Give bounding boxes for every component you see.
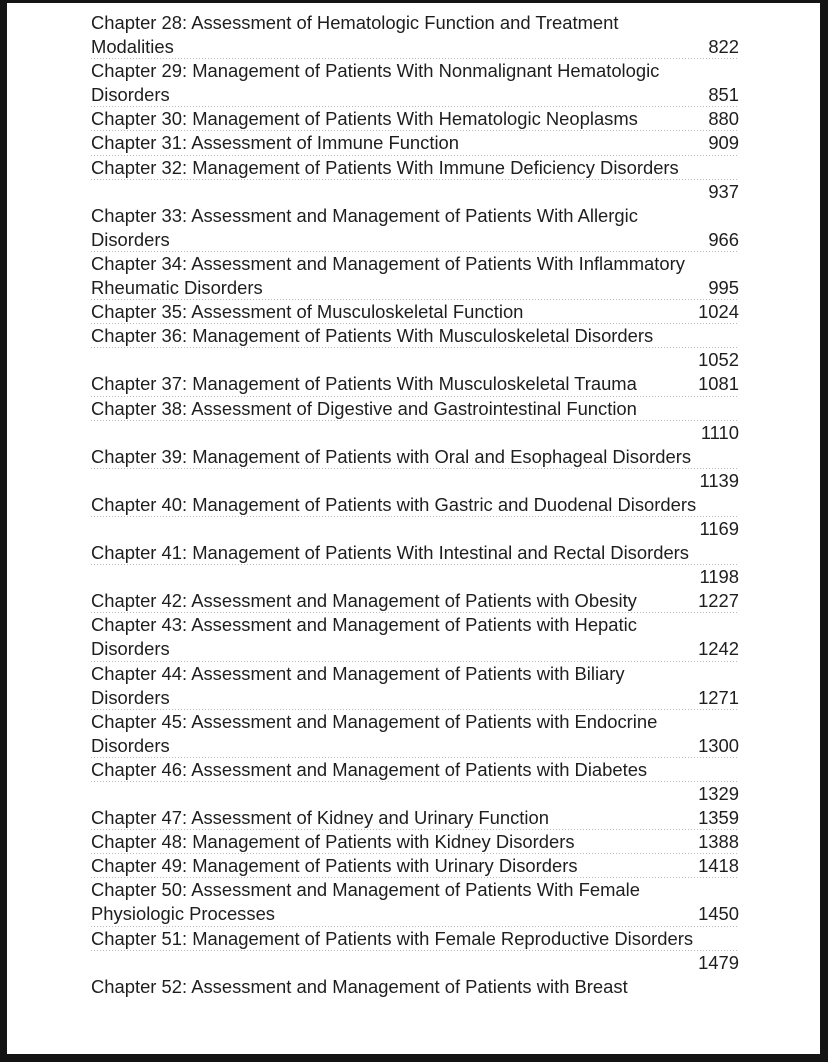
- chapter-title-text: Chapter 33: Assessment and Management of Patients With Allergic: [91, 204, 638, 226]
- page-number: 880: [708, 108, 739, 130]
- chapter-title-text: Chapter 49: Management of Patients with Urinary Disorders: [91, 855, 578, 877]
- chapter-title-text: Chapter 52: Assessment and Management of Patients with Breast: [91, 975, 628, 997]
- page-number: 1388: [698, 831, 739, 853]
- chapter-title-text: Chapter 37: Management of Patients With Musculoskeletal Trauma: [91, 373, 637, 395]
- toc-entry-line: [91, 156, 739, 180]
- chapter-title-text: Chapter 50: Assessment and Management of Patients With Female: [91, 879, 640, 901]
- toc-entry-line: [91, 589, 739, 613]
- toc-entry-line: [91, 927, 739, 951]
- page-number: 1450: [698, 903, 739, 925]
- chapter-title-text: Chapter 28: Assessment of Hematologic Function and Treatment: [91, 12, 619, 33]
- page-number: 1359: [698, 807, 739, 829]
- toc-entry-line: [91, 830, 739, 854]
- toc-entry-line: [91, 686, 739, 710]
- page-number: 1271: [698, 686, 739, 708]
- toc-entry-line: [91, 734, 739, 758]
- chapter-title-text: Chapter 29: Management of Patients With Nonmalignant Hematologic: [91, 60, 660, 82]
- toc-entry-overflow-line: [91, 421, 739, 445]
- page-number: 1227: [698, 590, 739, 612]
- toc-entry-line: [91, 662, 739, 686]
- chapter-title-text: Chapter 43: Assessment and Management of Patients with Hepatic: [91, 614, 637, 636]
- toc-entry-line: [91, 878, 739, 902]
- toc-entry-line: [91, 107, 739, 131]
- chapter-title-text: Disorders: [91, 84, 170, 106]
- toc-entry-line: [91, 11, 739, 35]
- document-page: [7, 3, 820, 1054]
- toc-entry-line: [91, 372, 739, 396]
- toc-entry-overflow-line: [91, 348, 739, 372]
- toc-entry-line: [91, 975, 739, 999]
- chapter-title-text: Chapter 45: Assessment and Management of Patients with Endocrine: [91, 710, 658, 732]
- toc-entry-line: [91, 131, 739, 155]
- chapter-title-text: Chapter 41: Management of Patients With Intestinal and Rectal Disorders: [91, 542, 690, 564]
- chapter-title-text: Chapter 48: Management of Patients with Kidney Disorders: [91, 831, 575, 853]
- chapter-title-text: Physiologic Processes: [91, 903, 275, 925]
- page-number: 1418: [698, 855, 739, 877]
- page-number: 937: [708, 180, 739, 202]
- toc-entry-line: [91, 758, 739, 782]
- chapter-title-text: Chapter 34: Assessment and Management of Patients With Inflammatory: [91, 252, 685, 274]
- chapter-title-text: Chapter 31: Assessment of Immune Function: [91, 132, 459, 154]
- chapter-title-text: Chapter 38: Assessment of Digestive and Gastrointestinal Function: [91, 397, 637, 419]
- toc-entry-overflow-line: [91, 782, 739, 806]
- chapter-title-text: Chapter 40: Management of Patients with Gastric and Duodenal Disorders: [91, 493, 697, 515]
- chapter-title-text: Disorders: [91, 734, 170, 756]
- toc-entry-line: [91, 637, 739, 661]
- chapter-title-text: Chapter 36: Management of Patients With Musculoskeletal Disorders: [91, 325, 654, 347]
- toc-entry-line: [91, 493, 739, 517]
- chapter-title-text: Rheumatic Disorders: [91, 277, 263, 299]
- page-number: 822: [708, 36, 739, 58]
- page-number: 1169: [699, 517, 739, 539]
- chapter-title-text: Chapter 35: Assessment of Musculoskeletal Function: [91, 301, 524, 323]
- chapter-title-text: Disorders: [91, 638, 170, 660]
- toc-entry-line: [91, 324, 739, 348]
- toc-entry-line: [91, 252, 739, 276]
- chapter-title-text: Modalities: [91, 36, 174, 58]
- page-number: 1024: [698, 301, 739, 323]
- toc-entry-line: [91, 613, 739, 637]
- page-number: 1110: [700, 421, 739, 443]
- toc-entry-line: [91, 854, 739, 878]
- chapter-title-text: Chapter 30: Management of Patients With Hematologic Neoplasms: [91, 108, 638, 130]
- toc-entry-overflow-line: [91, 565, 739, 589]
- toc-entry-line: [91, 35, 739, 59]
- page-number: 1300: [698, 734, 739, 756]
- chapter-title-text: Disorders: [91, 686, 170, 708]
- page-number: 995: [708, 277, 739, 299]
- page-number: 1081: [698, 373, 739, 395]
- table-of-contents: [91, 11, 739, 999]
- toc-entry-line: [91, 806, 739, 830]
- toc-entry-line: [91, 204, 739, 228]
- toc-entry-line: [91, 83, 739, 107]
- toc-entry-line: [91, 902, 739, 926]
- chapter-title-text: Chapter 32: Management of Patients With Immune Deficiency Disorders: [91, 156, 679, 178]
- chapter-title-text: Chapter 39: Management of Patients with Oral and Esophageal Disorders: [91, 445, 692, 467]
- toc-entry-overflow-line: [91, 469, 739, 493]
- toc-entry-line: [91, 445, 739, 469]
- chapter-title-text: Chapter 42: Assessment and Management of Patients with Obesity: [91, 590, 637, 612]
- chapter-title-text: Chapter 46: Assessment and Management of Patients with Diabetes: [91, 758, 648, 780]
- page-number: 1329: [698, 783, 739, 804]
- chapter-title-text: Chapter 44: Assessment and Management of Patients with Biliary: [91, 662, 625, 684]
- chapter-title-text: Disorders: [91, 228, 170, 250]
- page-number: 909: [708, 132, 739, 154]
- toc-entry-overflow-line: [91, 180, 739, 204]
- page-number: 1052: [698, 349, 739, 371]
- toc-entry-line: [91, 276, 739, 300]
- page-number: 1479: [698, 951, 739, 973]
- toc-entry-overflow-line: [91, 517, 739, 541]
- toc-entry-line: [91, 228, 739, 252]
- page-number: 1242: [698, 638, 739, 660]
- toc-entry-line: [91, 59, 739, 83]
- toc-entry-line: [91, 541, 739, 565]
- toc-entry-line: [91, 710, 739, 734]
- chapter-title-text: Chapter 51: Management of Patients with Female Reproductive Disorders: [91, 927, 694, 949]
- page-number: 1139: [699, 469, 739, 491]
- page-number: 1198: [699, 566, 739, 588]
- page-number: 851: [708, 84, 739, 106]
- page-number: 966: [708, 228, 739, 250]
- toc-entry-overflow-line: [91, 951, 739, 975]
- toc-entry-line: [91, 300, 739, 324]
- chapter-title-text: Chapter 47: Assessment of Kidney and Urinary Function: [91, 807, 549, 829]
- toc-entry-line: [91, 397, 739, 421]
